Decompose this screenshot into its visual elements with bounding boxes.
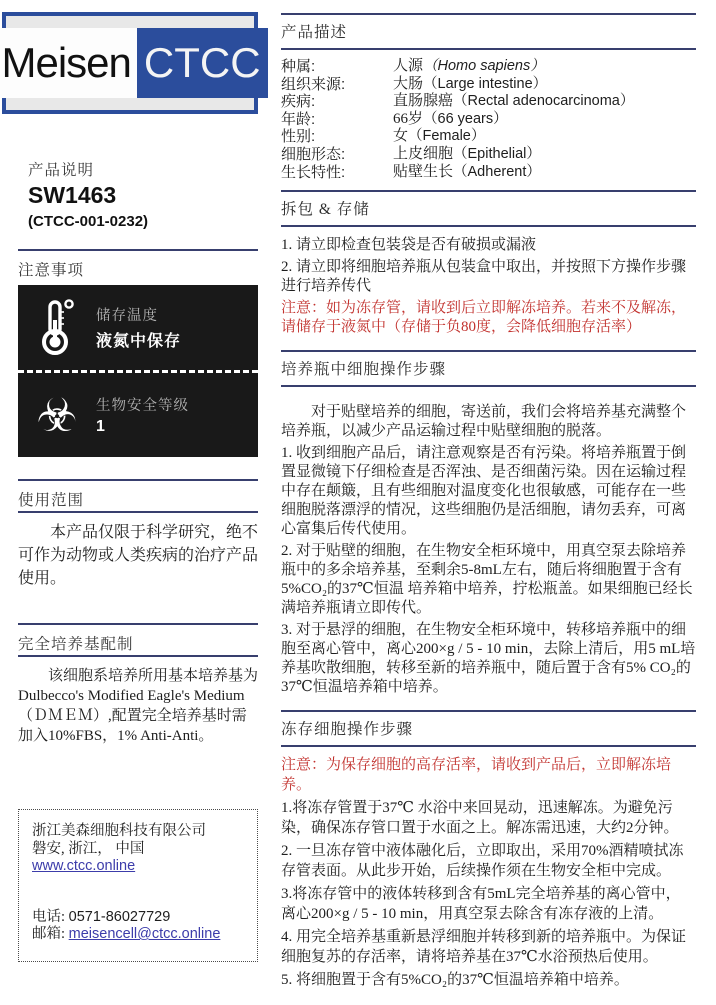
- unpack-step: 2. 请立即将细胞培养瓶从包装盒中取出，并按照下方操作步骤进行培养传代: [281, 259, 687, 295]
- medium-text: 该细胞系培养所用基本培养基为Dulbecco's Modified Eagle's Medium（ＤＭＥＭ）,配置完全培养基时需加入10%FBS，1% Anti-Anti。: [18, 668, 259, 744]
- spec-label: 组织来源:: [281, 75, 346, 93]
- table-row: [281, 128, 696, 146]
- email-row: [32, 926, 257, 944]
- table-row: [281, 164, 696, 182]
- company-logo: [1, 12, 261, 114]
- frozen-step: 4. 用完全培养基重新悬浮细胞并转移到新的培养瓶中。为保证细胞复苏的存活率，请将培养基在37℃水浴预热后使用。: [281, 929, 687, 965]
- logo-meisen-text: Meisen: [0, 28, 137, 98]
- spec-value: 女（Female）: [393, 128, 486, 145]
- email-label: 邮箱:: [32, 926, 66, 942]
- company-name: 浙江美森细胞科技有限公司: [32, 823, 206, 839]
- divider: [18, 655, 258, 657]
- phone-row: [32, 909, 257, 927]
- spec-label: 细胞形态:: [281, 145, 346, 163]
- spec-label: 种属:: [281, 58, 316, 75]
- company-address: 磐安, 浙江， 中国: [32, 840, 145, 857]
- storage-temperature-row: [18, 285, 258, 370]
- unpack-storage-section: [281, 227, 696, 350]
- storage-temperature-value: 液氮中保存: [96, 332, 182, 350]
- usage-heading: 使用范围: [18, 492, 85, 509]
- flask-intro: 对于贴壁培养的细胞，寄送前，我们会将培养基充满整个培养瓶，以减少产品运输过程中贴壁细胞的脱落。: [281, 404, 687, 440]
- frozen-steps-heading: 冻存细胞操作步骤: [281, 710, 696, 747]
- biosafety-text: [96, 394, 189, 436]
- frozen-warning: 注意：为保存细胞的高存活率，请收到产品后，立即解冻培养。: [281, 757, 672, 793]
- description-heading: 产品描述: [281, 13, 696, 50]
- flask-steps-heading: 培养瓶中细胞操作步骤: [281, 350, 696, 387]
- biosafety-label: 生物安全等级: [96, 397, 189, 414]
- divider: [18, 511, 258, 513]
- frozen-step: 3.将冻存管中的液体转移到含有5mL完全培养基的离心管中， 离心200×g / 5 - 10 min，用真空泵去除含有冻存液的上清。: [281, 886, 681, 922]
- spec-value: 上皮细胞（Epithelial）: [393, 145, 541, 162]
- notice-heading: 注意事项: [18, 262, 85, 279]
- divider: [18, 623, 258, 625]
- frozen-step: 1.将冻存管置于37℃ 水浴中来回晃动，迅速解冻。为避免污染，确保冻存管口置于水面之上。解冻需迅速，大约2分钟。: [281, 800, 679, 836]
- spec-label: 生长特性:: [281, 163, 346, 181]
- unpack-step: 1. 请立即检查包装袋是否有破损或漏液: [281, 237, 537, 254]
- email-link[interactable]: meisencell@ctcc.online: [68, 926, 221, 942]
- frozen-steps-section: [281, 747, 696, 1005]
- table-row: [281, 58, 696, 76]
- frozen-step: 2. 一旦冻存管中液体融化后，立即取出，采用70%酒精喷拭冻存管表面。从此步开始，后续操作须在生物安全柜中完成。: [281, 843, 684, 879]
- storage-temperature-label: 储存温度: [96, 307, 158, 324]
- medium-heading: 完全培养基配制: [18, 636, 134, 653]
- right-column: [281, 0, 696, 1005]
- divider: [18, 479, 258, 481]
- contact-box: [18, 809, 258, 962]
- usage-text: 本产品仅限于科学研究，绝不可作为动物或人类疾病的治疗产品使用。: [18, 524, 259, 587]
- specification-table: [281, 50, 696, 190]
- phone-label: 电话:: [32, 908, 66, 925]
- phone-number: 0571-86027729: [68, 908, 171, 925]
- frozen-step: 5. 将细胞置于含有5%CO₂的37℃恒温培养箱中培养。: [281, 972, 629, 989]
- flask-step: 2. 对于贴壁的细胞，在生物安全柜环境中，用真空泵去除培养瓶中的多余培养基，至剩余5-8mL左右，随后将细胞置于含有5%CO₂的37℃恒温 培养箱中培养，拧松瓶盖。如果细胞已经长满培养瓶请立即传代。: [281, 543, 693, 617]
- storage-temperature-text: [96, 304, 181, 351]
- product-description-label: 产品说明: [28, 162, 95, 179]
- product-code: SW1463: [28, 182, 117, 208]
- spec-value: 人源（Homo sapiens）: [393, 58, 545, 74]
- logo-ctcc-text: CTCC: [137, 28, 268, 98]
- biosafety-row: [18, 370, 258, 458]
- website-link[interactable]: www.ctcc.online: [32, 858, 136, 874]
- biohazard-icon: ☣: [36, 387, 78, 442]
- unpack-warning: 注意：如为冻存管，请收到后立即解冻培养。若来不及解冻，请储存于液氮中（存储于负80度，会降低细胞存活率）: [281, 300, 687, 336]
- spec-label: 性别:: [281, 128, 316, 146]
- spec-label: 疾病:: [281, 93, 316, 111]
- divider: [18, 249, 258, 251]
- biosafety-value: 1: [96, 417, 106, 435]
- flask-step: 3. 对于悬浮的细胞，在生物安全柜环境中，转移培养瓶中的细胞至离心管中，离心200×g / 5 - 10 min，去除上清后，用5 mL培养基吹散细胞，转移至新的培养瓶中，随后置于含有5% CO₂的37℃恒温培养箱中培养。: [281, 622, 696, 696]
- table-row: [281, 76, 696, 94]
- catalog-number: (CTCC-001-0232): [28, 213, 149, 230]
- flask-steps-section: [281, 387, 696, 710]
- table-row: [281, 111, 696, 129]
- left-column: [1, 0, 261, 977]
- thermometer-icon: [18, 298, 96, 356]
- unpack-storage-heading: 拆包 & 存储: [281, 190, 696, 227]
- spec-label: 年龄:: [281, 110, 316, 128]
- spec-value: 66岁（66 years）: [393, 110, 508, 127]
- table-row: [281, 146, 696, 164]
- storage-info-box: [18, 285, 258, 457]
- flask-step: 1. 收到细胞产品后，请注意观察是否有污染。将培养瓶置于倒置显微镜下仔细检查是否浑浊、是否细菌污染。因在运输过程中存在颠簸，且有些细胞对温度变化也很敏感，可能存在一些细胞脱落漂浮的情况，这些细胞仍是活细胞，请勿丢弃，可离心富集后传代使用。: [281, 445, 687, 538]
- spec-value: 直肠腺癌（Rectal adenocarcinoma）: [393, 93, 635, 110]
- table-row: [281, 93, 696, 111]
- spec-value: 大肠（Large intestine）: [393, 75, 548, 92]
- spec-value: 贴壁生长（Adherent）: [393, 163, 541, 180]
